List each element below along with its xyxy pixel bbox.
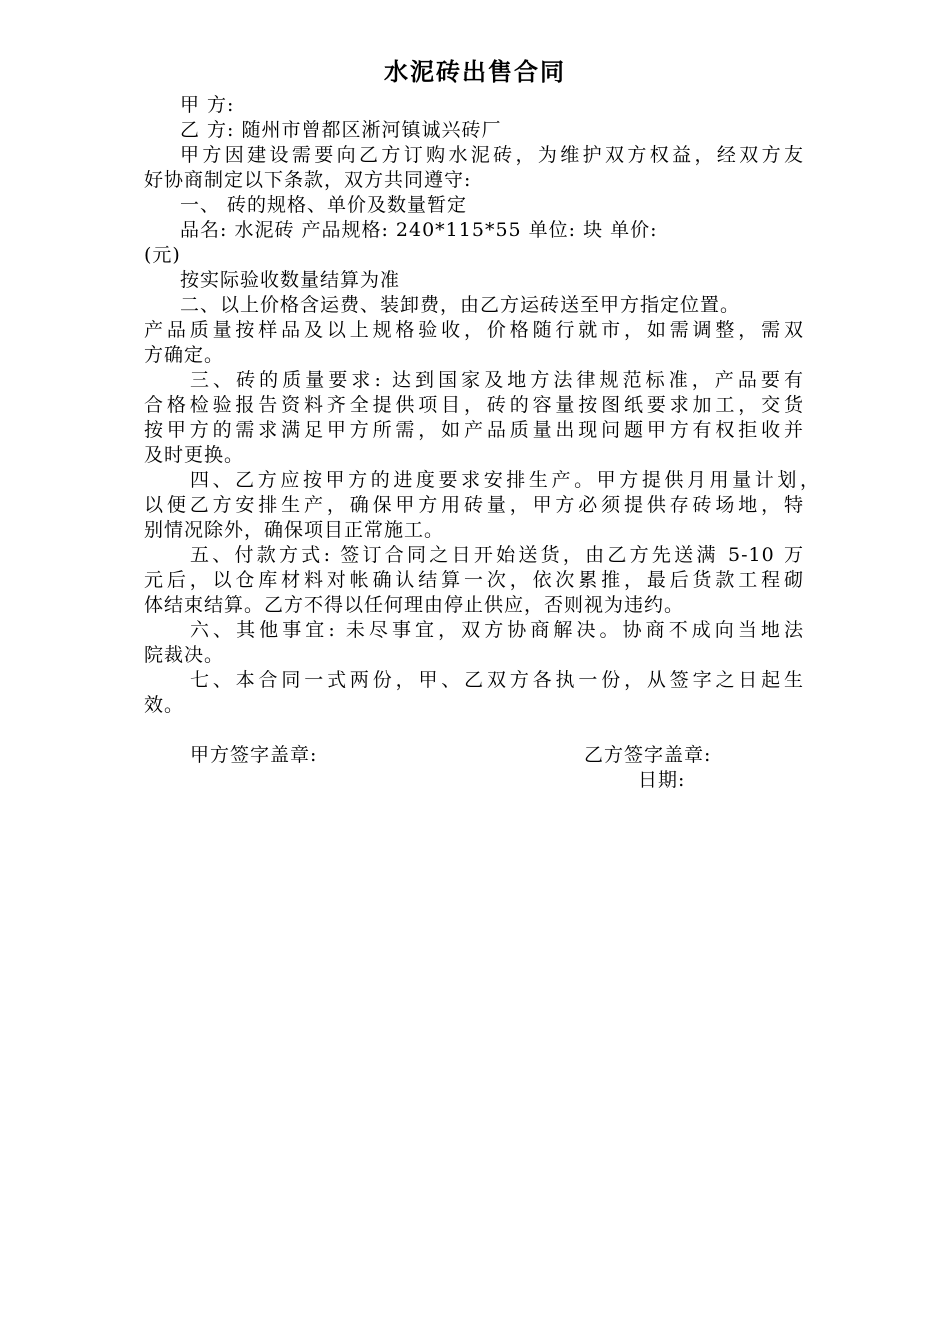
section-heading: 一、 砖的规格、单价及数量暂定 (180, 194, 468, 216)
clause-two-line: 方确定。 (144, 344, 225, 366)
clause-seven-line: 七、本合同一式两份，甲、乙双方各执一份，从签字之日起生 (190, 669, 804, 691)
clause-six-line: 院裁决。 (144, 644, 225, 666)
paragraph-line: 甲方因建设需要向乙方订购水泥砖，为维护双方权益，经双方友 (180, 144, 804, 166)
clause-three-line: 合格检验报告资料齐全提供项目，砖的容量按图纸要求加工，交货 (144, 394, 804, 416)
clause-seven-line: 效。 (144, 694, 185, 716)
party-b-line: 乙 方: 随州市曾都区淅河镇诚兴砖厂 (180, 119, 502, 141)
clause-four-line: 四、乙方应按甲方的进度要求安排生产。甲方提供月用量计划， (190, 469, 820, 491)
clause-three-line: 及时更换。 (144, 444, 245, 466)
unit-price-currency: (元) (144, 244, 181, 266)
clause-five-line: 元后，以仓库材料对帐确认结算一次，依次累推，最后货款工程砌 (144, 569, 804, 591)
party-a-signature-label: 甲方签字盖章: (190, 744, 318, 766)
clause-three-line: 三、砖的质量要求: 达到国家及地方法律规范标准，产品要有 (190, 369, 804, 391)
paragraph-line: 按实际验收数量结算为准 (180, 269, 401, 291)
clause-five-line: 体结束结算。乙方不得以任何理由停止供应，否则视为违约。 (144, 594, 685, 616)
paragraph-line: 好协商制定以下条款，双方共同遵守: (144, 169, 472, 191)
document-title: 水泥砖出售合同 (384, 58, 566, 86)
clause-six-line: 六、其他事宜: 未尽事宜，双方协商解决。协商不成向当地法 (190, 619, 804, 641)
clause-five-line: 五、付款方式: 签订合同之日开始送货，由乙方先送满 5-10 万 (190, 544, 804, 566)
clause-two-line: 产品质量按样品及以上规格验收，价格随行就市，如需调整，需双 (144, 319, 804, 341)
clause-four-line: 别情况除外，确保项目正常施工。 (144, 519, 445, 541)
date-label: 日期: (638, 769, 686, 791)
clause-four-line: 以便乙方安排生产，确保甲方用砖量，甲方必须提供存砖场地，特 (144, 494, 804, 516)
clause-three-line: 按甲方的需求满足甲方所需，如产品质量出现问题甲方有权拒收并 (144, 419, 804, 441)
party-b-signature-label: 乙方签字盖章: (584, 744, 712, 766)
party-a-line: 甲 方: (180, 94, 235, 116)
clause-two-line: 二、以上价格含运费、装卸费，由乙方运砖送至甲方指定位置。 (180, 294, 741, 316)
product-spec-line: 品名: 水泥砖 产品规格: 240*115*55 单位: 块 单价: (180, 219, 658, 241)
